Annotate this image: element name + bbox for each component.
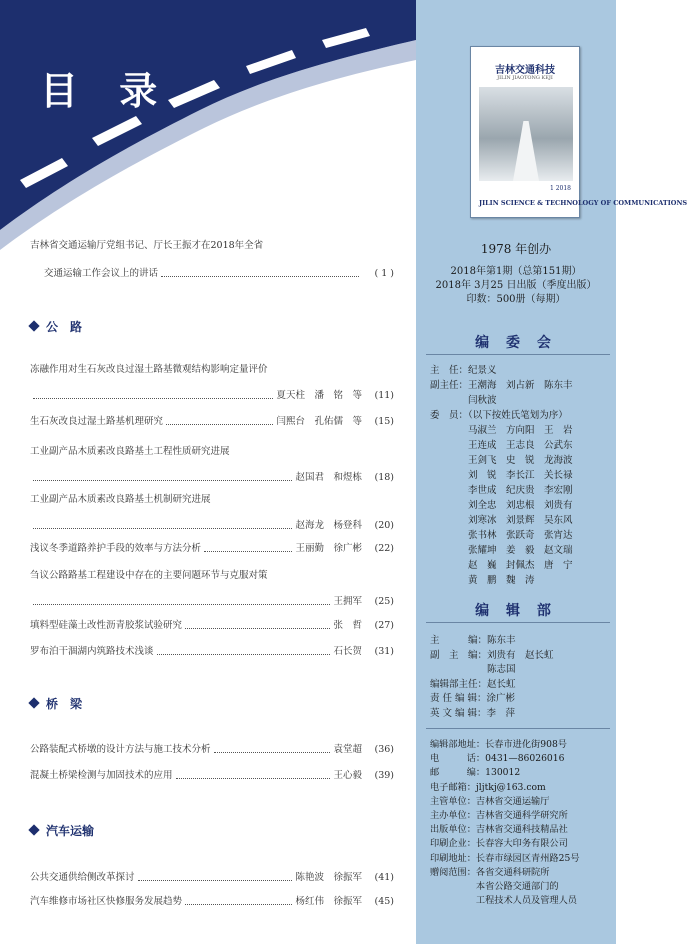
leader-dots bbox=[33, 528, 292, 529]
diamond-icon bbox=[28, 824, 39, 835]
toc-entry bbox=[30, 494, 394, 532]
section-heading bbox=[30, 822, 94, 839]
entry-line bbox=[30, 744, 394, 756]
entry-title: 公路装配式桥墩的设计方法与施工技术分析 bbox=[30, 744, 211, 755]
entry-title: 冻融作用对生石灰改良过湿土路基微观结构影响定量评价 bbox=[30, 364, 268, 375]
leader-dots bbox=[33, 480, 292, 481]
entry-author: 王拥军 bbox=[333, 596, 362, 607]
board-line: 赵 巍 封佩杰 唐 宁 bbox=[430, 560, 573, 571]
info-line: 电子邮箱：jljtkj@163.com bbox=[430, 781, 546, 793]
page-number: (39) bbox=[374, 770, 394, 781]
page-number: (31) bbox=[374, 646, 394, 657]
entry-line bbox=[30, 390, 394, 402]
entry-title: 混凝土桥梁检测与加固技术的应用 bbox=[30, 770, 173, 781]
board-line: 王连成 王志良 公武东 bbox=[430, 440, 573, 451]
dept-heading: 编 辑 部 bbox=[475, 603, 557, 619]
page-number: (27) bbox=[374, 620, 394, 631]
board-heading: 编 委 会 bbox=[475, 335, 557, 351]
board-line: 刘 锐 李长江 关长禄 bbox=[430, 470, 573, 481]
page-number: (41) bbox=[374, 872, 394, 883]
leader-dots bbox=[161, 276, 359, 277]
toc-entry bbox=[30, 872, 394, 884]
info-line: 工程技术人员及管理人员 bbox=[430, 895, 577, 907]
leader-dots bbox=[185, 628, 330, 629]
board-line: 刘全忠 刘忠根 刘贵有 bbox=[430, 500, 573, 511]
page-number: (36) bbox=[374, 744, 394, 755]
entry-line bbox=[30, 620, 394, 632]
entry-title: 公共交通供给侧改革探讨 bbox=[30, 872, 135, 883]
entry-title: 吉林省交通运输厅党组书记、厅长王振才在2018年全省 bbox=[30, 240, 264, 251]
info-line: 出版单位：吉林省交通科技精品社 bbox=[430, 824, 568, 836]
page-number: (25) bbox=[374, 596, 394, 607]
founded-year: 1978 年创办 bbox=[480, 242, 552, 256]
toc-entry bbox=[30, 543, 394, 555]
journal-cover-image bbox=[470, 46, 687, 218]
cover-issue: 1 2018 bbox=[550, 185, 571, 192]
section-heading bbox=[30, 695, 82, 712]
entry-line bbox=[30, 596, 394, 608]
board-line: 张耀坤 姜 毅 赵文瑞 bbox=[430, 545, 573, 556]
page-title: 目 录 bbox=[40, 69, 172, 113]
toc-entry bbox=[30, 646, 394, 658]
section-name: 桥 梁 bbox=[46, 697, 83, 711]
page-number: (22) bbox=[374, 543, 394, 554]
dept-line: 英 文 编 辑：李 萍 bbox=[430, 707, 516, 719]
diamond-icon bbox=[28, 320, 39, 331]
entry-title: 填料型硅藻土改性沥青胶浆试验研究 bbox=[30, 620, 183, 631]
info-line: 本省公路交通部门的 bbox=[430, 881, 559, 892]
entry-author: 陈艳波 徐振军 bbox=[295, 872, 362, 883]
entry-author: 闫熙台 孔佑儒 等 bbox=[276, 416, 362, 427]
info-line: 印刷地址：长春市绿园区青州路25号 bbox=[430, 852, 580, 864]
entry-line bbox=[30, 416, 394, 428]
leader-dots bbox=[33, 604, 330, 605]
info-line: 主办单位：吉林省交通科学研究所 bbox=[430, 810, 568, 821]
entry-title: 工业副产品木质素改良路基土机制研究进展 bbox=[30, 494, 211, 505]
entry-title-cont: 交通运输工作会议上的讲话 bbox=[44, 268, 159, 279]
entry-line bbox=[30, 646, 394, 658]
entry-title: 浅议冬季道路养护手段的效率与方法分析 bbox=[30, 543, 202, 554]
board-line: 马淑兰 方向阳 王 岩 bbox=[430, 425, 573, 436]
issue-line: 2018年第1期（总第151期） bbox=[450, 266, 582, 277]
toc-entry bbox=[30, 240, 394, 280]
toc-entry bbox=[30, 896, 394, 908]
dept-line: 主 编：陈东丰 bbox=[430, 635, 516, 646]
entry-line bbox=[30, 520, 394, 532]
diamond-icon bbox=[28, 697, 39, 708]
page-number: ( 1 ) bbox=[374, 268, 394, 279]
entry-author: 赵国君 和煜栋 bbox=[295, 472, 362, 483]
entry-line bbox=[30, 472, 394, 484]
divider bbox=[426, 728, 610, 729]
leader-dots bbox=[214, 752, 331, 753]
divider bbox=[426, 622, 610, 623]
entry-line bbox=[30, 872, 394, 884]
entry-author: 王丽勤 徐广彬 bbox=[295, 543, 362, 554]
info-line: 赠阅范围：各省交通科研院所 bbox=[430, 866, 550, 878]
entry-author: 夏天柱 潘 铭 等 bbox=[276, 390, 362, 401]
divider bbox=[426, 354, 610, 355]
entry-author: 杨红伟 徐振军 bbox=[295, 896, 362, 907]
dept-line: 编辑部主任：赵长虹 bbox=[430, 678, 516, 690]
board-line: 刘寒冰 刘景辉 吴东风 bbox=[430, 515, 573, 526]
dept-line: 副 主 编：刘贵有 赵长虹 bbox=[430, 649, 554, 661]
leader-dots bbox=[204, 551, 292, 552]
print-line: 印数：500册（每期） bbox=[466, 294, 566, 305]
board-line: 主 任：纪景义 bbox=[430, 365, 497, 376]
info-line: 主管单位：吉林省交通运输厅 bbox=[430, 795, 550, 807]
leader-dots bbox=[185, 904, 292, 905]
info-line: 电 话：0431—86026016 bbox=[430, 753, 565, 765]
entry-author: 石长贺 bbox=[333, 646, 362, 657]
leader-dots bbox=[138, 880, 293, 881]
toc-entry bbox=[30, 770, 394, 782]
section-heading bbox=[30, 318, 82, 335]
toc-entry bbox=[30, 570, 394, 608]
entry-title: 汽车维修市场社区快修服务发展趋势 bbox=[30, 896, 183, 907]
dept-line: 陈志国 bbox=[430, 664, 516, 675]
info-line: 邮 编：130012 bbox=[430, 767, 521, 779]
entry-author: 袁堂超 bbox=[333, 744, 362, 755]
entry-line bbox=[30, 896, 394, 908]
page-number: (45) bbox=[374, 896, 394, 907]
info-line: 印刷企业：长春容大印务有限公司 bbox=[430, 838, 568, 850]
page-number: (20) bbox=[374, 520, 394, 531]
cover-photo bbox=[479, 87, 573, 181]
board-line: 副主任：王潮海 刘占新 陈东丰 bbox=[430, 380, 573, 391]
entry-title: 工业副产品木质素改良路基土工程性质研究进展 bbox=[30, 446, 230, 457]
entry-line bbox=[30, 770, 394, 782]
entry-title: 罗布泊干涸湖内筑路技术浅谈 bbox=[30, 646, 154, 657]
entry-author: 张 哲 bbox=[333, 620, 362, 631]
toc-entry bbox=[30, 364, 394, 402]
page-number: (15) bbox=[374, 416, 394, 427]
entry-author: 王心毅 bbox=[333, 770, 362, 781]
board-line: 王剑飞 史 锐 龙海波 bbox=[430, 455, 573, 466]
info-line: 编辑部地址：长春市进化街908号 bbox=[430, 739, 567, 750]
page-number: (18) bbox=[374, 472, 394, 483]
entry-title: 生石灰改良过湿土路基机理研究 bbox=[30, 416, 164, 427]
publish-line: 2018年 3月25 日出版（季度出版） bbox=[435, 280, 597, 291]
leader-dots bbox=[176, 778, 331, 779]
leader-dots bbox=[33, 398, 273, 399]
board-line: 张书林 张跃奇 张宵达 bbox=[430, 530, 573, 541]
cover-title: 吉林交通科技 bbox=[495, 65, 555, 76]
cover-pinyin: JILIN JIAOTONG KEJI bbox=[497, 75, 553, 81]
board-line: 李世成 纪庆贵 李宏刚 bbox=[430, 485, 573, 496]
board-line: 闫秋波 bbox=[430, 395, 497, 406]
section-name: 汽车运输 bbox=[46, 824, 95, 838]
toc-entry bbox=[30, 620, 394, 632]
toc-entry bbox=[30, 416, 394, 428]
entry-title: 刍议公路路基工程建设中存在的主要问题环节与克服对策 bbox=[30, 570, 268, 581]
leader-dots bbox=[157, 654, 331, 655]
page-number: (11) bbox=[374, 390, 394, 401]
dept-line: 责 任 编 辑：涂广彬 bbox=[430, 693, 516, 704]
toc-entry bbox=[30, 744, 394, 756]
board-line: 黄 鹏 魏 涛 bbox=[430, 575, 535, 586]
entry-line bbox=[30, 268, 394, 280]
entry-line bbox=[30, 543, 394, 555]
board-line: 委 员：（以下按姓氏笔划为序） bbox=[430, 410, 568, 421]
cover-english-title: JILIN SCIENCE & TECHNOLOGY OF COMMUNICATIONS bbox=[479, 199, 687, 207]
entry-author: 赵海龙 杨登科 bbox=[295, 520, 362, 531]
leader-dots bbox=[166, 424, 273, 425]
toc-entry bbox=[30, 446, 394, 484]
section-name: 公 路 bbox=[46, 320, 83, 334]
